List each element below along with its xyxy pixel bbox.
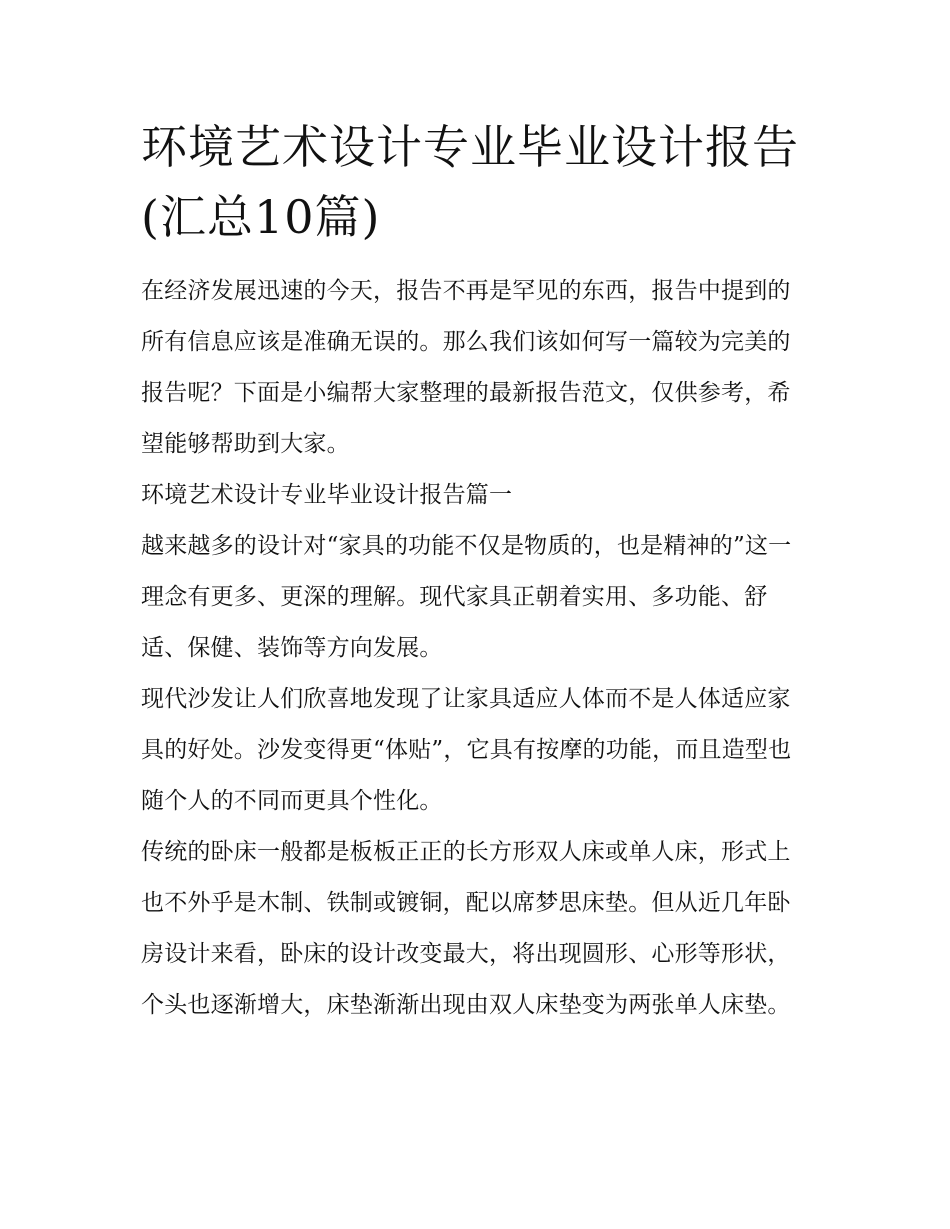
intro-paragraph: 在经济发展迅速的今天，报告不再是罕见的东西，报告中提到的所有信息应该是准确无误的。那么我们该如何写一篇较为完美的报告呢？下面是小编帮大家整理的最新报告范文，仅供参考，希望能够帮助到大家。	[141, 278, 791, 457]
body-paragraph: 越来越多的设计对“家具的功能不仅是物质的，也是精神的”这一理念有更多、更深的理解。现代家具正朝着实用、多功能、舒适、保健、装饰等方向发展。	[141, 533, 792, 661]
document-title: 环境艺术设计专业毕业设计报告(汇总10篇)	[141, 120, 799, 244]
body-paragraph: 传统的卧床一般都是板板正正的长方形双人床或单人床，形式上也不外乎是木制、铁制或镀铜，配以席梦思床垫。但从近几年卧房设计来看，卧床的设计改变最大，将出现圆形、心形等形状，个头也逐渐增大，床垫渐渐出现由双人床垫变为两张单人床垫。	[141, 839, 791, 1018]
body-paragraph: 现代沙发让人们欣喜地发现了让家具适应人体而不是人体适应家具的好处。沙发变得更“体贴”，它具有按摩的功能，而且造型也随个人的不同而更具个性化。	[141, 686, 792, 814]
section-heading: 环境艺术设计专业毕业设计报告篇一	[141, 482, 513, 508]
document-body	[141, 112, 813, 1031]
